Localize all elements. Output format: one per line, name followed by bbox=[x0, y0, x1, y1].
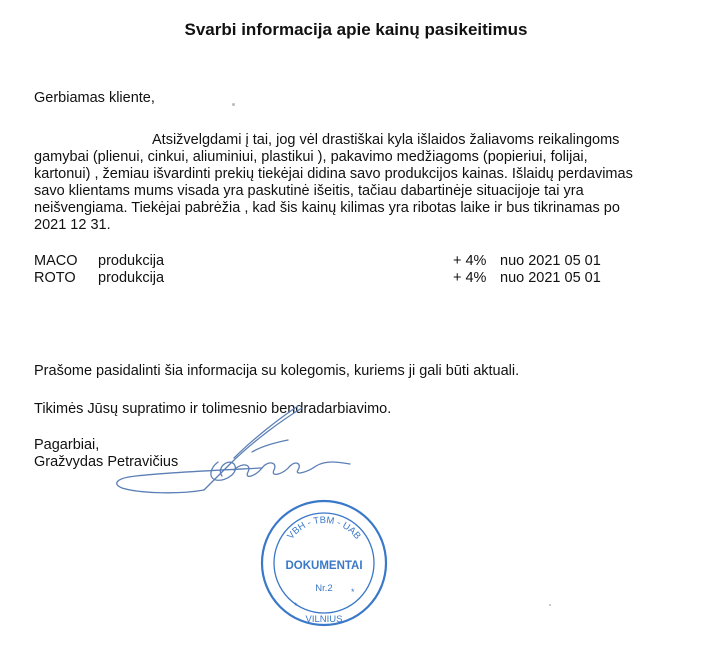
brand-name: ROTO bbox=[34, 270, 76, 286]
share-request: Prašome pasidalinti šia informacija su kolegomis, kuriems ji gali būti aktuali. bbox=[34, 363, 520, 379]
price-change: + 4% bbox=[453, 253, 487, 269]
stamp-top-text: VBH - TBM - UAB bbox=[285, 514, 363, 542]
body-line-2: gamybai (plienui, cinkui, aliuminiui, plastikui ), pakavimo medžiagoms (popieriui, folijai, bbox=[34, 149, 588, 165]
signer-name: Gražvydas Petravičius bbox=[34, 454, 179, 470]
greeting: Gerbiamas kliente, bbox=[34, 90, 155, 106]
body-line-1: Atsižvelgdami į tai, jog vėl drastiškai kyla išlaidos žaliavoms reikalingoms bbox=[152, 132, 620, 148]
price-change: + 4% bbox=[453, 270, 487, 286]
body-line-5: neišvengiama. Tiekėjai pabrėžia , kad šis kainų kilimas yra ribotas laike ir bus tikrinamas po bbox=[34, 200, 620, 216]
stamp-star-left: * bbox=[294, 601, 298, 611]
scan-speck bbox=[232, 103, 235, 106]
stamp-center-text: DOKUMENTAI bbox=[285, 560, 363, 572]
product-label: produkcija bbox=[98, 270, 165, 286]
stamp-number: Nr.2 bbox=[315, 583, 333, 594]
effective-date: nuo 2021 05 01 bbox=[500, 270, 601, 286]
stamp-star-right: * bbox=[351, 587, 355, 597]
effective-date: nuo 2021 05 01 bbox=[500, 253, 601, 269]
company-stamp bbox=[254, 491, 394, 631]
brand-name: MACO bbox=[34, 253, 78, 269]
product-label: produkcija bbox=[98, 253, 165, 269]
svg-text:VBH - TBM - UAB bbox=[285, 515, 363, 542]
scan-speck bbox=[549, 604, 551, 606]
regards: Pagarbiai, bbox=[34, 437, 100, 453]
stamp-bottom-text: VILNIUS bbox=[305, 614, 343, 625]
body-line-6: 2021 12 31. bbox=[34, 217, 111, 233]
closing-line: Tikimės Jūsų supratimo ir tolimesnio bendradarbiavimo. bbox=[34, 401, 392, 417]
body-line-4: savo klientams mums visada yra paskutinė išeitis, tačiau dabartinėje situacijoje tai yra bbox=[34, 183, 584, 199]
handwritten-signature bbox=[112, 402, 362, 502]
body-line-3: kartonui) , žemiau išvardinti prekių tiekėjai didina savo produkcijos kainas. Išlaidų perdavimas bbox=[34, 166, 633, 182]
document-title: Svarbi informacija apie kainų pasikeitimus bbox=[184, 20, 528, 39]
